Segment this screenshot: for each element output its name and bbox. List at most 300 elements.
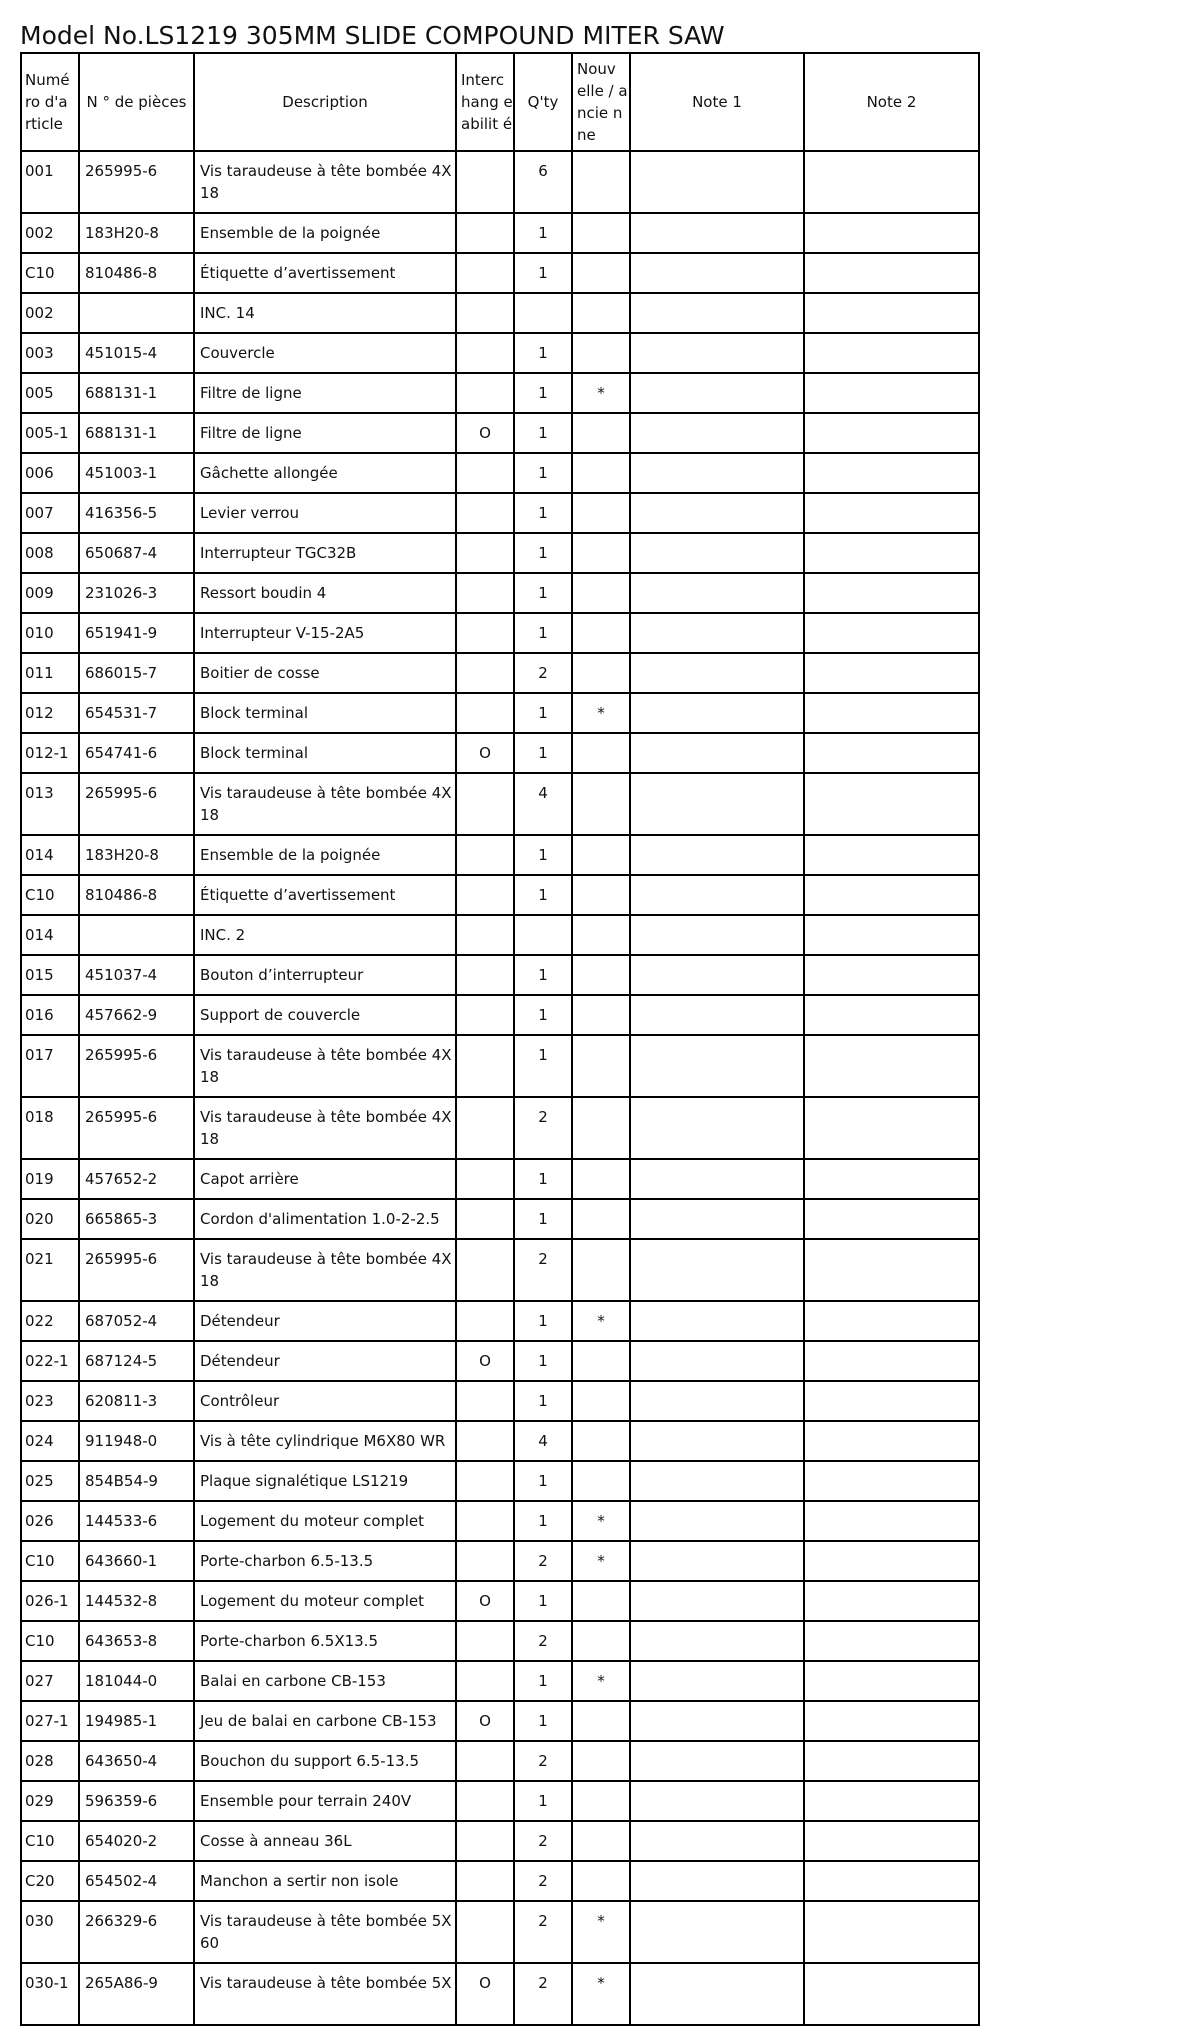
table-row bbox=[21, 693, 979, 733]
table-row bbox=[21, 1581, 979, 1621]
cell-note-1 bbox=[630, 1901, 804, 1963]
cell-new-old: * bbox=[572, 1501, 630, 1541]
cell-note-2 bbox=[804, 1381, 979, 1421]
cell-note-1 bbox=[630, 1341, 804, 1381]
table-row bbox=[21, 333, 979, 373]
cell-new-old bbox=[572, 533, 630, 573]
cell-interchangeability bbox=[456, 1301, 514, 1341]
cell-item-number: 009 bbox=[21, 573, 79, 613]
cell-note-2 bbox=[804, 1341, 979, 1381]
cell-item-number: 002 bbox=[21, 293, 79, 333]
cell-interchangeability bbox=[456, 835, 514, 875]
cell-description: Étiquette d’avertissement bbox=[194, 253, 456, 293]
cell-interchangeability: O bbox=[456, 1701, 514, 1741]
cell-note-1 bbox=[630, 1701, 804, 1741]
cell-quantity: 1 bbox=[514, 1199, 572, 1239]
cell-item-number: 005 bbox=[21, 373, 79, 413]
cell-quantity: 1 bbox=[514, 1581, 572, 1621]
cell-note-2 bbox=[804, 1541, 979, 1581]
table-row bbox=[21, 835, 979, 875]
cell-note-2 bbox=[804, 1581, 979, 1621]
cell-quantity: 1 bbox=[514, 333, 572, 373]
cell-new-old bbox=[572, 1741, 630, 1781]
cell-new-old bbox=[572, 1199, 630, 1239]
cell-description: Vis taraudeuse à tête bombée 4X 18 bbox=[194, 151, 456, 213]
table-row bbox=[21, 253, 979, 293]
cell-part-number: 265A86-9 bbox=[79, 1963, 194, 2025]
cell-interchangeability bbox=[456, 1621, 514, 1661]
cell-new-old bbox=[572, 915, 630, 955]
cell-new-old bbox=[572, 995, 630, 1035]
cell-description: Cordon d'alimentation 1.0-2-2.5 bbox=[194, 1199, 456, 1239]
cell-new-old bbox=[572, 1159, 630, 1199]
cell-note-1 bbox=[630, 1421, 804, 1461]
table-row bbox=[21, 1301, 979, 1341]
cell-note-2 bbox=[804, 1501, 979, 1541]
cell-note-2 bbox=[804, 213, 979, 253]
cell-note-2 bbox=[804, 533, 979, 573]
cell-part-number: 654502-4 bbox=[79, 1861, 194, 1901]
table-row bbox=[21, 573, 979, 613]
cell-new-old bbox=[572, 955, 630, 995]
cell-note-1 bbox=[630, 1199, 804, 1239]
cell-description: Logement du moteur complet bbox=[194, 1581, 456, 1621]
table-row bbox=[21, 453, 979, 493]
cell-description: Logement du moteur complet bbox=[194, 1501, 456, 1541]
cell-quantity: 1 bbox=[514, 533, 572, 573]
cell-interchangeability bbox=[456, 213, 514, 253]
cell-description: Balai en carbone CB-153 bbox=[194, 1661, 456, 1701]
cell-description: Interrupteur TGC32B bbox=[194, 533, 456, 573]
cell-note-1 bbox=[630, 213, 804, 253]
cell-item-number: 028 bbox=[21, 1741, 79, 1781]
table-row bbox=[21, 151, 979, 213]
cell-item-number: 014 bbox=[21, 915, 79, 955]
cell-new-old bbox=[572, 1461, 630, 1501]
cell-description: Étiquette d’avertissement bbox=[194, 875, 456, 915]
table-row bbox=[21, 533, 979, 573]
cell-part-number: 654531-7 bbox=[79, 693, 194, 733]
cell-item-number: 011 bbox=[21, 653, 79, 693]
cell-note-1 bbox=[630, 151, 804, 213]
table-row bbox=[21, 995, 979, 1035]
cell-note-2 bbox=[804, 995, 979, 1035]
cell-new-old bbox=[572, 293, 630, 333]
cell-note-1 bbox=[630, 1381, 804, 1421]
cell-note-2 bbox=[804, 1701, 979, 1741]
cell-note-2 bbox=[804, 1159, 979, 1199]
cell-part-number: 688131-1 bbox=[79, 373, 194, 413]
cell-note-1 bbox=[630, 453, 804, 493]
cell-item-number: 017 bbox=[21, 1035, 79, 1097]
cell-note-2 bbox=[804, 293, 979, 333]
cell-item-number: 023 bbox=[21, 1381, 79, 1421]
cell-part-number: 451015-4 bbox=[79, 333, 194, 373]
cell-quantity: 2 bbox=[514, 1541, 572, 1581]
cell-new-old bbox=[572, 573, 630, 613]
cell-part-number: 686015-7 bbox=[79, 653, 194, 693]
cell-interchangeability bbox=[456, 293, 514, 333]
column-header-quantity: Q'ty bbox=[514, 53, 572, 151]
cell-interchangeability bbox=[456, 1501, 514, 1541]
cell-interchangeability bbox=[456, 1239, 514, 1301]
cell-note-1 bbox=[630, 1741, 804, 1781]
cell-part-number: 416356-5 bbox=[79, 493, 194, 533]
table-row bbox=[21, 1381, 979, 1421]
cell-new-old: * bbox=[572, 1301, 630, 1341]
table-row bbox=[21, 653, 979, 693]
cell-new-old bbox=[572, 613, 630, 653]
cell-description: INC. 14 bbox=[194, 293, 456, 333]
table-row bbox=[21, 613, 979, 653]
cell-note-1 bbox=[630, 835, 804, 875]
cell-part-number: 266329-6 bbox=[79, 1901, 194, 1963]
cell-note-2 bbox=[804, 1661, 979, 1701]
cell-item-number: C10 bbox=[21, 253, 79, 293]
cell-part-number: 665865-3 bbox=[79, 1199, 194, 1239]
cell-note-2 bbox=[804, 773, 979, 835]
table-row bbox=[21, 955, 979, 995]
table-row bbox=[21, 213, 979, 253]
cell-part-number: 654741-6 bbox=[79, 733, 194, 773]
cell-quantity: 2 bbox=[514, 653, 572, 693]
cell-description: Détendeur bbox=[194, 1301, 456, 1341]
cell-quantity: 1 bbox=[514, 613, 572, 653]
cell-note-2 bbox=[804, 573, 979, 613]
cell-item-number: 024 bbox=[21, 1421, 79, 1461]
cell-interchangeability bbox=[456, 995, 514, 1035]
cell-note-2 bbox=[804, 875, 979, 915]
cell-item-number: 021 bbox=[21, 1239, 79, 1301]
cell-note-1 bbox=[630, 1501, 804, 1541]
cell-interchangeability: O bbox=[456, 413, 514, 453]
cell-part-number: 650687-4 bbox=[79, 533, 194, 573]
cell-note-1 bbox=[630, 733, 804, 773]
cell-interchangeability bbox=[456, 1661, 514, 1701]
cell-interchangeability bbox=[456, 1781, 514, 1821]
cell-note-2 bbox=[804, 733, 979, 773]
cell-part-number: 265995-6 bbox=[79, 151, 194, 213]
cell-quantity: 1 bbox=[514, 1781, 572, 1821]
cell-note-2 bbox=[804, 1963, 979, 2025]
cell-item-number: C20 bbox=[21, 1861, 79, 1901]
cell-note-1 bbox=[630, 1035, 804, 1097]
cell-part-number: 231026-3 bbox=[79, 573, 194, 613]
column-header-part-number: N ° de pièces bbox=[79, 53, 194, 151]
cell-new-old bbox=[572, 453, 630, 493]
cell-quantity: 2 bbox=[514, 1741, 572, 1781]
cell-note-2 bbox=[804, 1035, 979, 1097]
column-header-item-number: Numé ro d'a rticle bbox=[21, 53, 79, 151]
cell-interchangeability bbox=[456, 373, 514, 413]
cell-interchangeability bbox=[456, 1461, 514, 1501]
cell-note-2 bbox=[804, 1097, 979, 1159]
cell-quantity: 1 bbox=[514, 373, 572, 413]
cell-quantity: 1 bbox=[514, 1701, 572, 1741]
cell-description: Filtre de ligne bbox=[194, 413, 456, 453]
cell-new-old bbox=[572, 875, 630, 915]
cell-note-1 bbox=[630, 493, 804, 533]
cell-note-2 bbox=[804, 151, 979, 213]
cell-note-1 bbox=[630, 333, 804, 373]
cell-interchangeability bbox=[456, 151, 514, 213]
cell-new-old bbox=[572, 493, 630, 533]
cell-note-2 bbox=[804, 653, 979, 693]
cell-item-number: 025 bbox=[21, 1461, 79, 1501]
column-header-interchangeability: Interc hang eabilit é bbox=[456, 53, 514, 151]
cell-new-old bbox=[572, 413, 630, 453]
cell-quantity: 4 bbox=[514, 1421, 572, 1461]
cell-part-number: 854B54-9 bbox=[79, 1461, 194, 1501]
cell-description: Vis taraudeuse à tête bombée 4X 18 bbox=[194, 773, 456, 835]
cell-note-1 bbox=[630, 573, 804, 613]
page-title: Model No.LS1219 305MM SLIDE COMPOUND MITER SAW bbox=[20, 21, 725, 50]
cell-note-1 bbox=[630, 955, 804, 995]
cell-quantity: 2 bbox=[514, 1901, 572, 1963]
cell-quantity: 4 bbox=[514, 773, 572, 835]
cell-description: Détendeur bbox=[194, 1341, 456, 1381]
cell-note-2 bbox=[804, 835, 979, 875]
cell-quantity: 1 bbox=[514, 1301, 572, 1341]
table-row bbox=[21, 493, 979, 533]
cell-new-old: * bbox=[572, 1963, 630, 2025]
cell-item-number: 002 bbox=[21, 213, 79, 253]
cell-item-number: 013 bbox=[21, 773, 79, 835]
cell-description: Levier verrou bbox=[194, 493, 456, 533]
cell-item-number: 012-1 bbox=[21, 733, 79, 773]
cell-new-old bbox=[572, 733, 630, 773]
cell-quantity: 1 bbox=[514, 1159, 572, 1199]
cell-note-1 bbox=[630, 413, 804, 453]
cell-part-number: 451003-1 bbox=[79, 453, 194, 493]
cell-part-number: 457662-9 bbox=[79, 995, 194, 1035]
table-row bbox=[21, 1159, 979, 1199]
cell-quantity: 2 bbox=[514, 1621, 572, 1661]
cell-interchangeability bbox=[456, 1741, 514, 1781]
cell-note-1 bbox=[630, 1781, 804, 1821]
cell-part-number: 654020-2 bbox=[79, 1821, 194, 1861]
table-row bbox=[21, 1821, 979, 1861]
cell-description: Cosse à anneau 36L bbox=[194, 1821, 456, 1861]
cell-note-2 bbox=[804, 1421, 979, 1461]
cell-part-number: 620811-3 bbox=[79, 1381, 194, 1421]
cell-note-1 bbox=[630, 915, 804, 955]
cell-quantity: 2 bbox=[514, 1097, 572, 1159]
table-row bbox=[21, 1541, 979, 1581]
cell-interchangeability bbox=[456, 493, 514, 533]
cell-part-number: 194985-1 bbox=[79, 1701, 194, 1741]
cell-new-old bbox=[572, 213, 630, 253]
cell-item-number: 030 bbox=[21, 1901, 79, 1963]
cell-quantity: 1 bbox=[514, 1661, 572, 1701]
cell-interchangeability: O bbox=[456, 733, 514, 773]
cell-new-old bbox=[572, 253, 630, 293]
cell-part-number: 183H20-8 bbox=[79, 835, 194, 875]
cell-interchangeability bbox=[456, 1199, 514, 1239]
cell-part-number: 651941-9 bbox=[79, 613, 194, 653]
cell-quantity: 1 bbox=[514, 1341, 572, 1381]
cell-item-number: 015 bbox=[21, 955, 79, 995]
cell-quantity bbox=[514, 915, 572, 955]
table-row bbox=[21, 773, 979, 835]
cell-item-number: 026-1 bbox=[21, 1581, 79, 1621]
cell-note-1 bbox=[630, 1097, 804, 1159]
cell-description: Ensemble pour terrain 240V bbox=[194, 1781, 456, 1821]
cell-quantity: 1 bbox=[514, 1501, 572, 1541]
cell-part-number: 810486-8 bbox=[79, 875, 194, 915]
cell-note-2 bbox=[804, 1781, 979, 1821]
cell-item-number: 027-1 bbox=[21, 1701, 79, 1741]
cell-quantity: 1 bbox=[514, 1461, 572, 1501]
cell-part-number: 144532-8 bbox=[79, 1581, 194, 1621]
cell-new-old bbox=[572, 1621, 630, 1661]
cell-part-number bbox=[79, 293, 194, 333]
cell-quantity: 1 bbox=[514, 413, 572, 453]
cell-description: Plaque signalétique LS1219 bbox=[194, 1461, 456, 1501]
cell-interchangeability: O bbox=[456, 1341, 514, 1381]
cell-part-number: 687124-5 bbox=[79, 1341, 194, 1381]
cell-quantity: 1 bbox=[514, 733, 572, 773]
cell-interchangeability bbox=[456, 653, 514, 693]
cell-quantity: 1 bbox=[514, 573, 572, 613]
cell-quantity bbox=[514, 293, 572, 333]
cell-part-number: 643650-4 bbox=[79, 1741, 194, 1781]
cell-interchangeability bbox=[456, 693, 514, 733]
cell-quantity: 1 bbox=[514, 995, 572, 1035]
cell-item-number: 026 bbox=[21, 1501, 79, 1541]
cell-interchangeability bbox=[456, 453, 514, 493]
cell-quantity: 1 bbox=[514, 955, 572, 995]
cell-item-number: 014 bbox=[21, 835, 79, 875]
cell-new-old bbox=[572, 1701, 630, 1741]
cell-new-old bbox=[572, 1239, 630, 1301]
cell-description: Interrupteur V-15-2A5 bbox=[194, 613, 456, 653]
cell-item-number: 001 bbox=[21, 151, 79, 213]
cell-interchangeability: O bbox=[456, 1581, 514, 1621]
cell-note-1 bbox=[630, 1861, 804, 1901]
cell-item-number: 022-1 bbox=[21, 1341, 79, 1381]
cell-new-old bbox=[572, 1035, 630, 1097]
cell-item-number: 006 bbox=[21, 453, 79, 493]
cell-item-number: 019 bbox=[21, 1159, 79, 1199]
table-row bbox=[21, 733, 979, 773]
cell-description: INC. 2 bbox=[194, 915, 456, 955]
cell-note-2 bbox=[804, 453, 979, 493]
cell-note-2 bbox=[804, 493, 979, 533]
cell-item-number: 012 bbox=[21, 693, 79, 733]
table-row bbox=[21, 1199, 979, 1239]
table-row bbox=[21, 1861, 979, 1901]
table-row bbox=[21, 915, 979, 955]
cell-interchangeability bbox=[456, 1541, 514, 1581]
table-header-row bbox=[21, 53, 979, 151]
cell-interchangeability: O bbox=[456, 1963, 514, 2025]
cell-interchangeability bbox=[456, 533, 514, 573]
cell-interchangeability bbox=[456, 613, 514, 653]
cell-item-number: C10 bbox=[21, 1621, 79, 1661]
cell-interchangeability bbox=[456, 773, 514, 835]
cell-description: Couvercle bbox=[194, 333, 456, 373]
cell-part-number: 687052-4 bbox=[79, 1301, 194, 1341]
table-row bbox=[21, 373, 979, 413]
cell-note-1 bbox=[630, 1159, 804, 1199]
cell-quantity: 2 bbox=[514, 1239, 572, 1301]
parts-table bbox=[20, 52, 980, 2026]
cell-note-2 bbox=[804, 413, 979, 453]
cell-description: Vis taraudeuse à tête bombée 5X 60 bbox=[194, 1901, 456, 1963]
cell-quantity: 2 bbox=[514, 1821, 572, 1861]
cell-new-old: * bbox=[572, 373, 630, 413]
cell-item-number: C10 bbox=[21, 1821, 79, 1861]
cell-part-number: 457652-2 bbox=[79, 1159, 194, 1199]
cell-note-1 bbox=[630, 253, 804, 293]
cell-item-number: 010 bbox=[21, 613, 79, 653]
cell-item-number: 029 bbox=[21, 1781, 79, 1821]
cell-description: Jeu de balai en carbone CB-153 bbox=[194, 1701, 456, 1741]
cell-item-number: 008 bbox=[21, 533, 79, 573]
cell-note-1 bbox=[630, 293, 804, 333]
cell-new-old: * bbox=[572, 1541, 630, 1581]
table-row bbox=[21, 1621, 979, 1661]
cell-description: Vis taraudeuse à tête bombée 4X 18 bbox=[194, 1239, 456, 1301]
cell-new-old bbox=[572, 1381, 630, 1421]
table-row bbox=[21, 1461, 979, 1501]
cell-part-number: 144533-6 bbox=[79, 1501, 194, 1541]
cell-interchangeability bbox=[456, 955, 514, 995]
cell-quantity: 1 bbox=[514, 453, 572, 493]
cell-part-number: 265995-6 bbox=[79, 1239, 194, 1301]
cell-interchangeability bbox=[456, 875, 514, 915]
cell-description: Block terminal bbox=[194, 693, 456, 733]
cell-new-old bbox=[572, 653, 630, 693]
cell-description: Support de couvercle bbox=[194, 995, 456, 1035]
cell-part-number: 688131-1 bbox=[79, 413, 194, 453]
cell-item-number: 018 bbox=[21, 1097, 79, 1159]
cell-new-old bbox=[572, 1821, 630, 1861]
table-row bbox=[21, 1341, 979, 1381]
cell-note-1 bbox=[630, 613, 804, 653]
cell-note-2 bbox=[804, 1461, 979, 1501]
cell-part-number: 596359-6 bbox=[79, 1781, 194, 1821]
table-row bbox=[21, 1901, 979, 1963]
cell-description: Vis taraudeuse à tête bombée 4X 18 bbox=[194, 1097, 456, 1159]
cell-interchangeability bbox=[456, 1035, 514, 1097]
cell-note-2 bbox=[804, 1901, 979, 1963]
column-header-description: Description bbox=[194, 53, 456, 151]
cell-quantity: 2 bbox=[514, 1963, 572, 2025]
cell-description: Block terminal bbox=[194, 733, 456, 773]
cell-note-2 bbox=[804, 915, 979, 955]
cell-description: Porte-charbon 6.5-13.5 bbox=[194, 1541, 456, 1581]
cell-new-old bbox=[572, 1421, 630, 1461]
cell-note-2 bbox=[804, 1741, 979, 1781]
cell-interchangeability bbox=[456, 253, 514, 293]
parts-table-container bbox=[20, 52, 980, 1992]
cell-note-2 bbox=[804, 333, 979, 373]
cell-note-2 bbox=[804, 1821, 979, 1861]
table-row bbox=[21, 1661, 979, 1701]
cell-note-1 bbox=[630, 373, 804, 413]
table-row bbox=[21, 1239, 979, 1301]
cell-quantity: 1 bbox=[514, 213, 572, 253]
cell-note-1 bbox=[630, 773, 804, 835]
cell-part-number: 265995-6 bbox=[79, 1097, 194, 1159]
cell-description: Boitier de cosse bbox=[194, 653, 456, 693]
cell-note-2 bbox=[804, 373, 979, 413]
cell-interchangeability bbox=[456, 1901, 514, 1963]
cell-new-old: * bbox=[572, 1901, 630, 1963]
cell-interchangeability bbox=[456, 1861, 514, 1901]
